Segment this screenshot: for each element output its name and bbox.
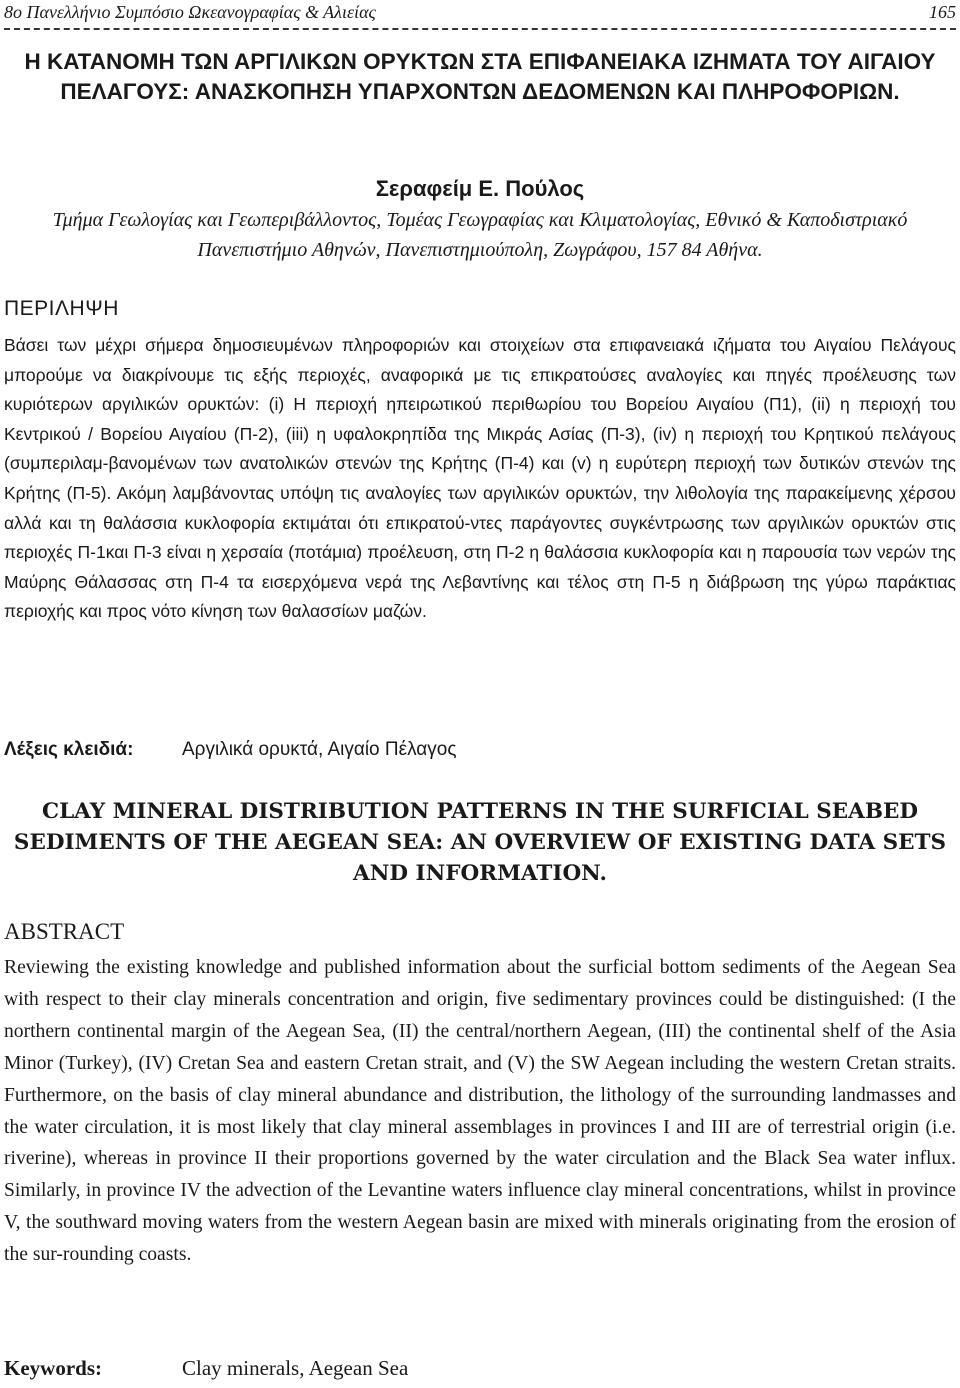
greek-title: Η ΚΑΤΑΝΟΜΗ ΤΩΝ ΑΡΓΙΛΙΚΩΝ ΟΡΥΚΤΩΝ ΣΤΑ ΕΠΙΦΑΝΕΙΑΚΑ ΙΖΗΜΑΤΑ ΤΟΥ ΑΙΓΑΙΟΥ ΠΕΛΑΓΟΥΣ: ΑΝΑΣΚΟΠΗΣΗ ΥΠΑΡΧΟΝΤΩΝ ΔΕΔΟΜΕΝΩΝ ΚΑΙ ΠΛΗΡΟΦΟΡΙΩΝ. xyxy=(24,49,936,104)
english-abstract-text: Reviewing the existing knowledge and published information about the surficial bottom sediments of the Aegean Sea with respect to their clay minerals concentration and origin, five sedimentary provinces could be distinguished: (I the northern continental margin of the Aegean Sea, (II) the central/northern Aegean, (III) the continental shelf of the Asia Minor (Turkey), (IV) Cretan Sea and eastern Cretan strait, and (V) the SW Aegean including the western Cretan straits. Furthermore, on the basis of clay mineral abundance and distribution, the lithology of the surrounding landmasses and the water circulation, it is most likely that clay mineral assemblages in provinces I and III are of terrestrial origin (i.e. riverine), whereas in province II their proportions governed by the water circulation and the Black Sea water influx. Similarly, in province IV the advection of the Levantine waters influence clay mineral concentrations, whilst in province V, the southward moving waters from the western Aegean basin are mixed with minerals originating from the erosion of the sur-rounding coasts. xyxy=(4,957,956,1266)
english-keywords xyxy=(4,1354,408,1382)
running-header xyxy=(4,0,956,26)
conference-name: 8ο Πανελλήνιο Συμπόσιο Ωκεανογραφίας & Αλιείας xyxy=(4,2,376,22)
greek-abstract-heading: ΠΕΡΙΛΗΨΗ xyxy=(4,297,119,320)
page-number: 165 xyxy=(929,2,956,22)
english-abstract-heading: ABSTRACT xyxy=(4,919,125,944)
greek-keywords-label: Λέξεις κλειδιά: xyxy=(4,739,134,760)
greek-keywords-value: Αργιλικά ορυκτά, Αιγαίο Πέλαγος xyxy=(182,739,457,760)
author-name: Σεραφείμ Ε. Πούλος xyxy=(375,176,585,201)
greek-keywords xyxy=(4,737,457,763)
english-keywords-value: Clay minerals, Aegean Sea xyxy=(182,1356,409,1380)
header-divider xyxy=(4,28,956,30)
greek-abstract-text: Βάσει των μέχρι σήμερα δημοσιευμένων πληροφοριών και στοιχείων στα επιφανειακά ιζήματα του Αιγαίου Πελάγους μπορούμε να διακρίνουμε τις εξής περιοχές, αναφορικά με τις επικρατούσες αναλογίες και πηγές προέλευσης των κυριότερων αργιλικών ορυκτών: (i) Η περιοχή ηπειρωτικού περιθωρίου του Βορείου Αιγαίου (Π1), (ii) η περιοχή του Κεντρικού / Βορείου Αιγαίου (Π-2), (iii) η υφαλοκρηπίδα της Μικράς Ασίας (Π-3), (iv) η περιοχή του Κρητικού πελάγους (συμπεριλαμ-βανομένων των ανατολικών στενών της Κρήτης (Π-4) και (v) η ευρύτερη περιοχή των δυτικών στενών της Κρήτης (Π-5). Ακόμη λαμβάνοντας υπόψη τις αναλογίες των αργιλικών ορυκτών, την λιθολογία της παρακείμενης χέρσου αλλά και τη θαλάσσια κυκλοφορία εκτιμάται ότι επικρατού-ντες παράγοντες συγκέντρωσης των αργιλικών ορυκτών στις περιοχές Π-1και Π-3 είναι η χερσαία (ποτάμια) προέλευση, στη Π-2 η θαλάσσια κυκλοφορία και η παρουσία των νερών της Μαύρης Θάλασσας στη Π-4 τα εισερχόμενα νερά της Λεβαντίνης και τέλος στη Π-5 η διάβρωση της γύρω παράκτιας περιοχής και προς νότο κίνηση των θαλασσίων μαζών. xyxy=(4,335,956,622)
english-title: CLAY MINERAL DISTRIBUTION PATTERNS IN THE SURFICIAL SEABED SEDIMENTS OF THE AEGEAN SEA: AN OVERVIEW OF EXISTING DATA SETS AND INFORMATION. xyxy=(13,799,947,886)
english-keywords-label: Keywords: xyxy=(4,1356,102,1380)
author-affiliation: Τμήμα Γεωλογίας και Γεωπεριβάλλοντος, Τομέας Γεωγραφίας και Κλιματολογίας, Εθνικό & Καποδιστριακό Πανεπιστήμιο Αθηνών, Πανεπιστημιούπολη, Ζωγράφου, 157 84 Αθήνα. xyxy=(52,209,908,261)
